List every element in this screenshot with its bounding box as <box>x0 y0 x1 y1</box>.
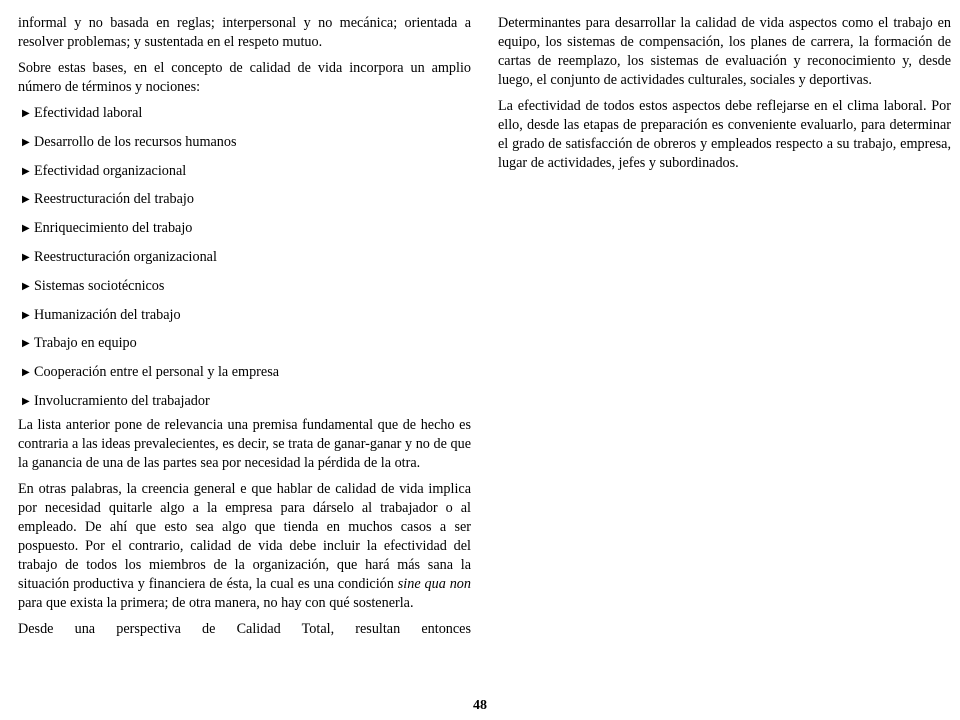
triangle-right-icon: ▶ <box>22 280 30 292</box>
list-item: ▶ Sistemas sociotécnicos <box>18 277 471 306</box>
paragraph-intro-list: Sobre estas bases, en el concepto de calidad de vida incorpora un amplio número de términos y nociones: <box>18 60 471 95</box>
list-item: ▶ Trabajo en equipo <box>18 334 471 363</box>
triangle-right-icon: ▶ <box>22 108 30 119</box>
list-item: ▶ Involucramiento del trabajador <box>18 392 471 416</box>
page-number: 48 <box>473 698 487 713</box>
paragraph-effectiveness: La efectividad de todos estos aspectos debe reflejarse en el clima laboral. Por ello, desde las etapas de preparación es conveniente evaluarlo, para determinar el grado de satisfacción de obreros y empleados respecto a su trabajo, empresa, lugar de actividades, jefes y subordinados. <box>498 98 951 171</box>
triangle-right-icon: ▶ <box>22 165 30 177</box>
paragraph-total-quality: Desde una perspectiva de Calidad Total, resultan entonces <box>18 620 471 637</box>
list-item: ▶ Efectividad laboral <box>18 104 471 133</box>
italic-latin-phrase: sine qua non <box>397 575 471 592</box>
list-item: ▶ Enriquecimiento del trabajo <box>18 219 471 248</box>
list-item: ▶ Humanización del trabajo <box>18 306 471 335</box>
topics-list <box>18 104 471 416</box>
triangle-right-icon: ▶ <box>22 223 30 235</box>
list-item: ▶ Reestructuración del trabajo <box>18 190 471 219</box>
list-item: ▶ Desarrollo de los recursos humanos <box>18 133 471 162</box>
list-item: ▶ Cooperación entre el personal y la empresa <box>18 363 471 392</box>
paragraph-other-words: En otras palabras, la creencia general e que hablar de calidad de vida implica por necesidad quitarle algo a la empresa para dárselo al trabajador o al empleado. De ahí que esto sea algo que tienda en muchos casos a ser pospuesto. Por el contrario, calidad de vida debe incluir la efectividad del trabajo de todos los miembros de la organización, que hará más sana la situación productiva y financiera de ésta, la cual es una condición sine qua non para que exista la primera; de otra manera, no hay con qué sostenerla. <box>18 480 471 611</box>
paragraph-determinants: Determinantes para desarrollar la calidad de vida aspectos como el trabajo en equipo, los sistemas de compensación, los planes de carrera, la formación de cartas de reemplazo, los sistemas de evaluación y reconocimiento y, desde luego, el conjunto de actividades culturales, sociales y deportivas. <box>498 15 951 88</box>
triangle-right-icon: ▶ <box>22 251 30 263</box>
triangle-right-icon: ▶ <box>22 309 30 321</box>
list-item: ▶ Efectividad organizacional <box>18 162 471 191</box>
triangle-right-icon: ▶ <box>22 367 30 379</box>
left-column <box>18 14 471 646</box>
right-column <box>498 14 951 180</box>
triangle-right-icon: ▶ <box>22 395 30 407</box>
paragraph-list-relevance: La lista anterior pone de relevancia una premisa fundamental que de hecho es contraria a las ideas prevalecientes, es decir, se trata de ganar-ganar y no de que la ganancia de una de las partes sea por necesidad la pérdida de la otra. <box>18 416 471 471</box>
triangle-right-icon: ▶ <box>22 194 30 206</box>
list-item: ▶ Reestructuración organizacional <box>18 248 471 277</box>
triangle-right-icon: ▶ <box>22 338 30 350</box>
paragraph-continuation: informal y no basada en reglas; interpersonal y no mecánica; orientada a resolver problemas; y sustentada en el respeto mutuo. <box>18 15 471 50</box>
triangle-right-icon: ▶ <box>22 136 30 148</box>
